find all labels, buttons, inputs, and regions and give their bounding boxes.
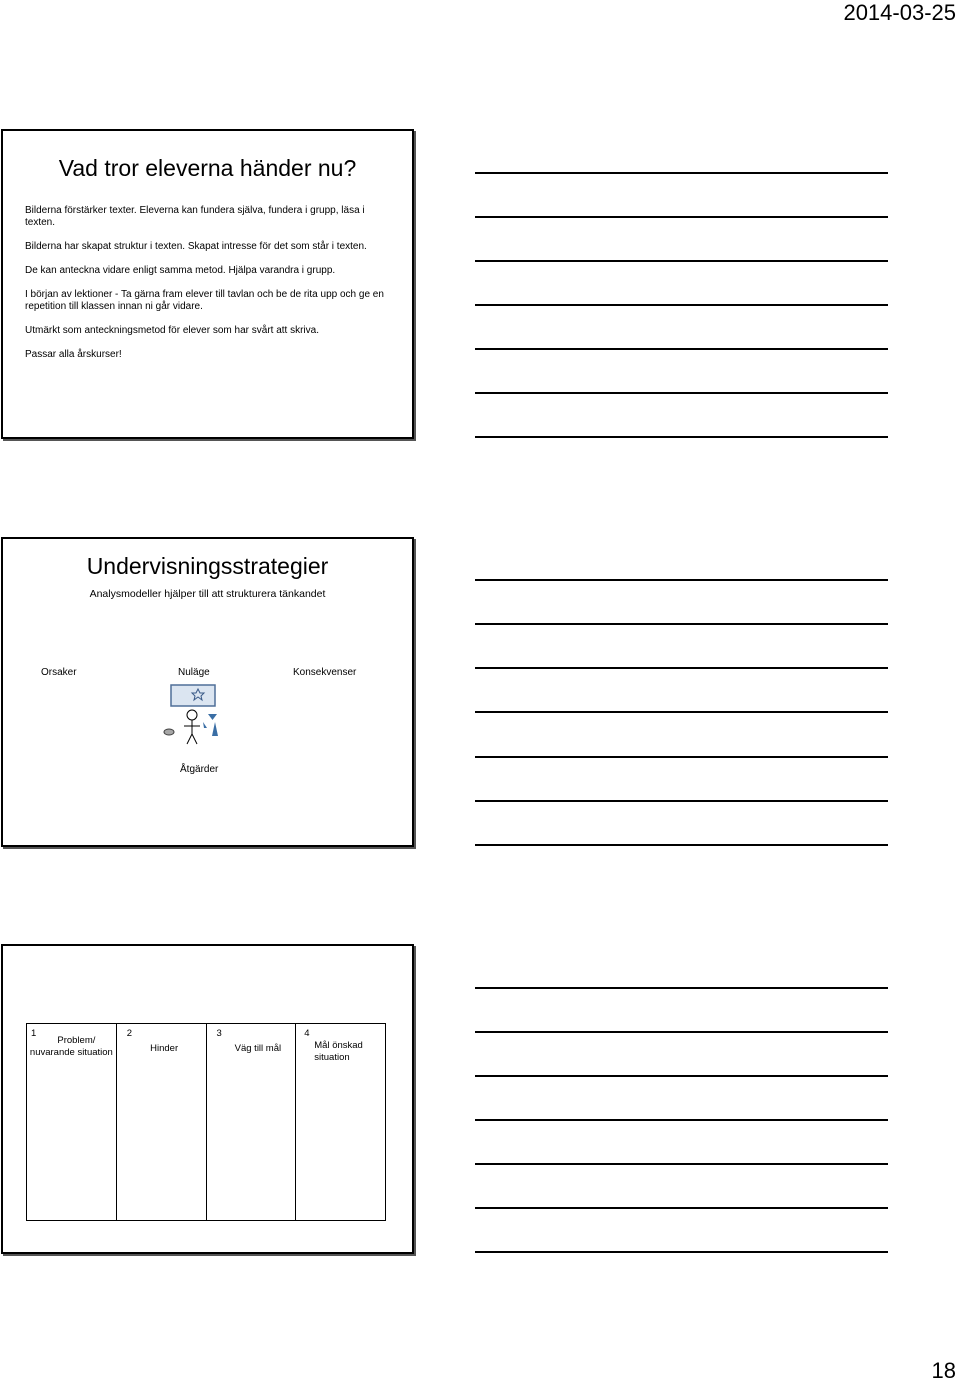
table-column <box>296 1024 385 1220</box>
four-column-table <box>26 1023 386 1221</box>
note-line <box>475 987 888 989</box>
table-column <box>117 1024 207 1220</box>
bullet-item: Bilderna förstärker texter. Eleverna kan fundera själva, fundera i grupp, läsa i texten. <box>25 205 365 228</box>
note-line <box>475 1163 888 1165</box>
note-line <box>475 1075 888 1077</box>
column-label-line: Mål önskad <box>314 1040 363 1051</box>
board-icon <box>171 685 215 706</box>
note-line <box>475 392 888 394</box>
column-label <box>207 1043 296 1055</box>
column-label-line: Hinder <box>150 1043 179 1054</box>
column-number: 3 <box>216 1028 222 1039</box>
note-line <box>475 1207 888 1209</box>
person-head-icon <box>187 710 197 720</box>
slide-1-title: Vad tror eleverna händer nu? <box>58 155 357 181</box>
note-line <box>475 711 888 713</box>
column-label-line: Väg till mål <box>234 1043 282 1054</box>
slide-2-subtitle: Analysmodeller hjälper till att strukturera tänkandet <box>89 588 326 600</box>
note-line <box>475 216 888 218</box>
table-column <box>27 1024 117 1220</box>
bullet-item: I början av lektioner - Ta gärna fram elever till tavlan och be de rita upp och ge en repetition till klassen innan ni går vidare. <box>25 289 384 312</box>
bullet-item: De kan anteckna vidare enligt samma metod. Hjälpa varandra i grupp. <box>25 265 336 276</box>
column-number: 4 <box>304 1028 310 1039</box>
person-leg-icon <box>187 734 192 744</box>
slide-1 <box>1 129 414 439</box>
label-orsaker: Orsaker <box>41 667 77 678</box>
page-date: 2014-03-25 <box>843 0 956 25</box>
column-number: 2 <box>126 1028 133 1039</box>
column-label <box>117 1043 206 1055</box>
label-nulage: Nuläge <box>178 667 210 678</box>
note-line <box>475 348 888 350</box>
note-line <box>475 667 888 669</box>
analysis-diagram <box>158 684 228 754</box>
column-label-line: Problem/ <box>57 1035 96 1046</box>
note-line <box>475 1031 888 1033</box>
note-line <box>475 623 888 625</box>
down-arrow-icon <box>208 714 217 720</box>
note-line <box>475 436 888 438</box>
label-atgarder: Åtgärder <box>180 764 219 775</box>
slide-3 <box>1 944 414 1254</box>
tall-triangle-icon <box>212 722 218 736</box>
note-line <box>475 1251 888 1253</box>
table-column <box>207 1024 297 1220</box>
note-line <box>475 756 888 758</box>
slide-2 <box>1 537 414 847</box>
bullet-item: Bilderna har skapat struktur i texten. Skapat intresse för det som står i texten. <box>25 241 367 252</box>
note-line <box>475 800 888 802</box>
note-line <box>475 1119 888 1121</box>
column-label <box>314 1040 363 1064</box>
bullet-item: Utmärkt som anteckningsmetod för elever som har svårt att skriva. <box>25 325 319 336</box>
note-line <box>475 304 888 306</box>
column-label <box>27 1035 116 1059</box>
note-line <box>475 172 888 174</box>
note-line <box>475 579 888 581</box>
page-number: 18 <box>931 1358 956 1383</box>
label-konsekvenser: Konsekvenser <box>293 667 357 678</box>
note-line <box>475 844 888 846</box>
column-number: 1 <box>31 1028 37 1039</box>
note-line <box>475 260 888 262</box>
column-label-line: situation <box>314 1052 350 1063</box>
ball-icon <box>164 729 174 735</box>
column-label-line: nuvarande situation <box>29 1047 113 1058</box>
slide-2-title: Undervisningsstrategier <box>86 553 329 579</box>
person-leg-icon <box>192 734 197 744</box>
bullet-item: Passar alla årskurser! <box>25 349 122 360</box>
slide-1-bullet-list <box>25 205 393 373</box>
small-triangle-icon <box>203 722 207 728</box>
